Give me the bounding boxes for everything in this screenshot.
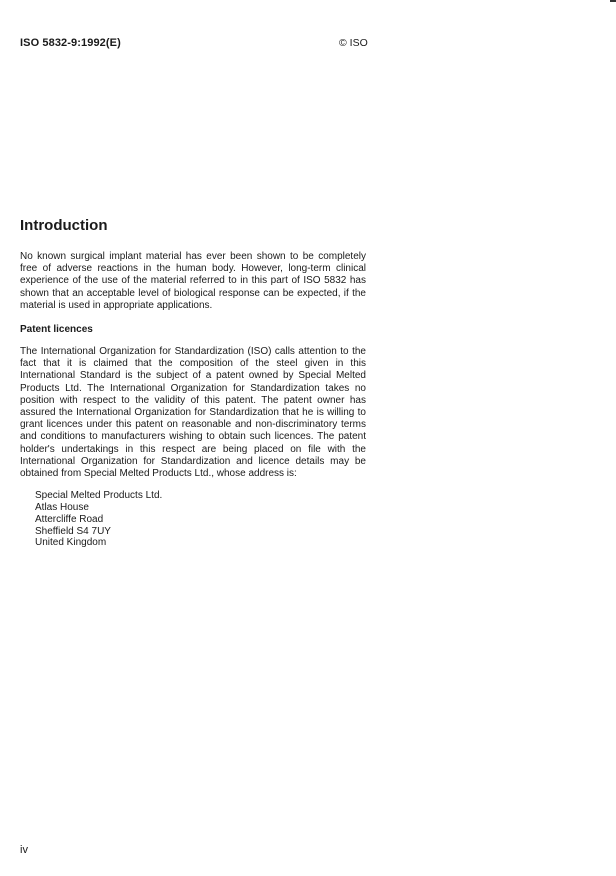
patent-licences-paragraph: The International Organization for Standardization (ISO) calls attention to the fact that it is claimed that the composition of the steel given in this International Standard is the subject of a patent owned by Special Melted Products Ltd. The International Organization for Standardization takes no position with respect to the validity of this patent. The patent owner has assured the International Organization for Standardization that he is willing to grant licences under this patent on reasonable and non-discriminatory terms and conditions to manufacturers wishing to obtain such licences. The patent holder's undertakings in this respect are being placed on file with the International Organization for Standardization and licence details may be obtained from Special Melted Products Ltd., whose address is:	[20, 346, 366, 480]
address-line-street: Attercliffe Road	[35, 513, 104, 525]
address-line-building: Atlas House	[35, 502, 89, 514]
patent-licences-heading: Patent licences	[20, 324, 93, 336]
address-line-company: Special Melted Products Ltd.	[35, 490, 163, 502]
address-line-country: United Kingdom	[35, 537, 107, 549]
introduction-paragraph: No known surgical implant material has ever been shown to be completely free of adverse reactions in the human body. However, long-term clinical experience of the use of the material referred to in this part of ISO 5832 has shown that an acceptable level of biological response can be expected, if the material is used in appropriate applications.	[20, 251, 366, 311]
standard-identifier: ISO 5832-9:1992(E)	[20, 37, 121, 49]
introduction-title: Introduction	[20, 217, 108, 234]
copyright-notice: © ISO	[339, 37, 368, 49]
page-edge-mark	[610, 0, 616, 2]
page-number: iv	[20, 844, 28, 856]
page-content	[20, 217, 366, 549]
patent-holder-address	[35, 490, 366, 549]
address-line-city: Sheffield S4 7UY	[35, 525, 111, 537]
